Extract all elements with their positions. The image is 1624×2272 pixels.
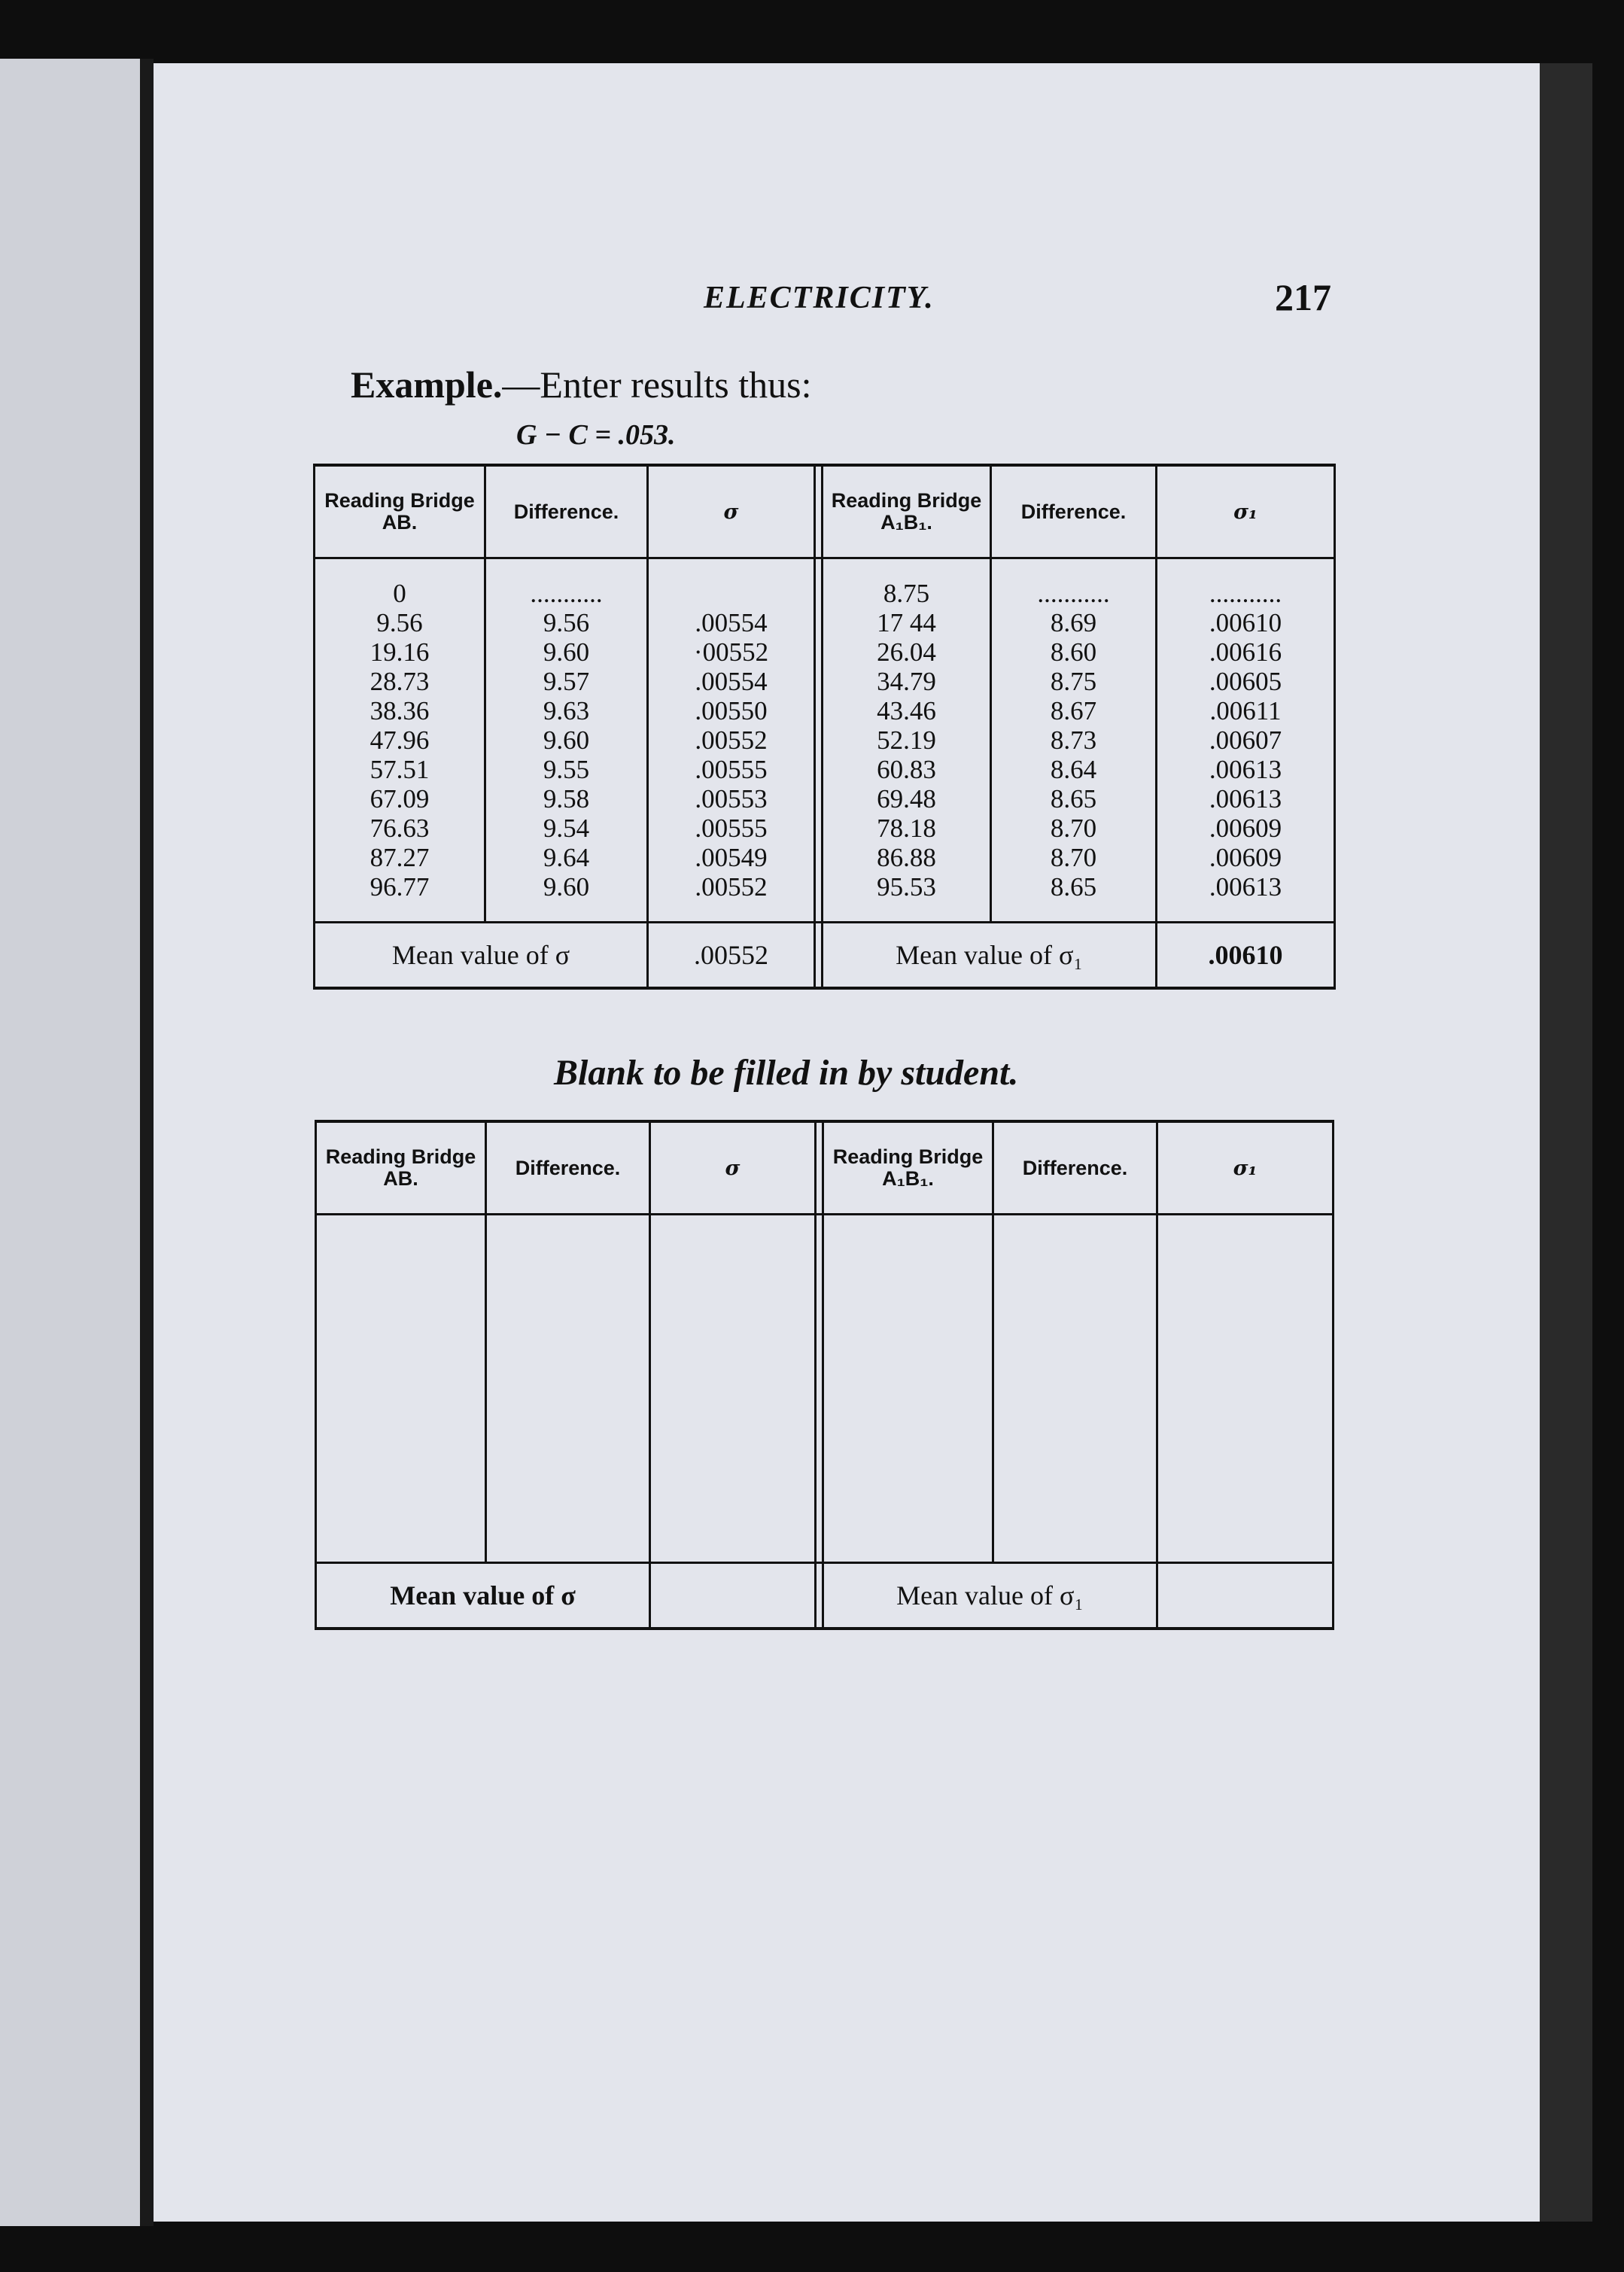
blank-cell-difference-2[interactable]	[993, 1215, 1157, 1563]
table-cell: 9.54	[543, 814, 590, 843]
table-cell: .00613	[1209, 872, 1282, 902]
blank-header-sigma1: σ₁	[1157, 1121, 1334, 1215]
header-reading-ab: Reading Bridge AB.	[315, 465, 485, 558]
table-cell: 9.60	[543, 872, 590, 902]
table-cell: 9.55	[543, 755, 590, 784]
table-cell: 9.56	[376, 608, 423, 637]
table-cell: 8.65	[1050, 784, 1097, 814]
blank-cell-sigma1[interactable]	[1157, 1215, 1334, 1563]
table-cell: .00549	[695, 843, 768, 872]
table-cell: 95.53	[877, 872, 936, 902]
table-cell: 52.19	[877, 725, 936, 755]
table-cell: .00605	[1209, 667, 1282, 696]
column-gap	[815, 558, 823, 923]
table-cell: .00555	[695, 814, 768, 843]
table-cell: .00616	[1209, 637, 1282, 667]
table-cell: .00552	[695, 872, 768, 902]
table-cell: 34.79	[877, 667, 936, 696]
table-cell: 8.75	[883, 579, 930, 608]
table-cell: 78.18	[877, 814, 936, 843]
table-cell: .00613	[1209, 784, 1282, 814]
col-sigma1	[1157, 558, 1335, 923]
book-spine	[140, 59, 154, 2226]
table-cell: .00553	[695, 784, 768, 814]
blank-mean-sigma1-value[interactable]	[1157, 1563, 1334, 1629]
table-cell: 60.83	[877, 755, 936, 784]
table-cell: ...........	[530, 579, 603, 608]
table-cell: 69.48	[877, 784, 936, 814]
column-gap	[815, 465, 823, 558]
table-cell: ...........	[1037, 579, 1110, 608]
table-cell: 9.57	[543, 667, 590, 696]
blank-cell-reading-a1b1[interactable]	[823, 1215, 993, 1563]
table-cell: 9.60	[543, 637, 590, 667]
table-cell: 8.70	[1050, 814, 1097, 843]
col-difference	[485, 558, 648, 923]
page-number: 217	[1275, 276, 1331, 318]
equation: G − C = .053.	[516, 419, 676, 451]
blank-header-reading-ab: Reading Bridge AB.	[316, 1121, 486, 1215]
blank-table-title: Blank to be filled in by student.	[554, 1053, 1019, 1093]
table-cell: 26.04	[877, 637, 936, 667]
table-cell: .00550	[695, 696, 768, 725]
blank-cell-sigma[interactable]	[650, 1215, 816, 1563]
mean-sigma1-label: Mean value of σ₁	[823, 923, 1157, 989]
column-gap	[816, 1563, 823, 1629]
mean-sigma-label: Mean value of σ	[315, 923, 648, 989]
table-cell: 86.88	[877, 843, 936, 872]
table-cell: 43.46	[877, 696, 936, 725]
blank-mean-sigma-label: Mean value of σ	[316, 1563, 650, 1629]
right-page-edge	[1540, 63, 1592, 2222]
header-sigma: σ	[648, 465, 815, 558]
table-cell: 87.27	[370, 843, 430, 872]
table-cell: 8.60	[1050, 637, 1097, 667]
header-sigma1: σ₁	[1157, 465, 1335, 558]
table-cell: .00554	[695, 667, 768, 696]
blank-header-sigma: σ	[650, 1121, 816, 1215]
left-page-edge	[0, 59, 140, 2226]
table-cell: 38.36	[370, 696, 430, 725]
table-cell: ·00552	[693, 637, 769, 667]
blank-mean-sigma1-label: Mean value of σ₁	[823, 1563, 1157, 1629]
table-cell: 9.60	[543, 725, 590, 755]
table-cell: 8.73	[1050, 725, 1097, 755]
table-cell: 0	[393, 579, 406, 608]
mean-sigma1-value: .00610	[1157, 923, 1335, 989]
table-cell: .00552	[695, 725, 768, 755]
table-cell: 8.75	[1050, 667, 1097, 696]
blank-table	[315, 1120, 1334, 1630]
table-cell: 57.51	[370, 755, 430, 784]
table-cell: .00609	[1209, 843, 1282, 872]
table-cell: .00609	[1209, 814, 1282, 843]
table-cell: 9.58	[543, 784, 590, 814]
table-cell: 8.70	[1050, 843, 1097, 872]
running-head: ELECTRICITY.	[704, 281, 935, 315]
column-gap	[816, 1215, 823, 1563]
col-difference-2	[991, 558, 1157, 923]
table-cell: 76.63	[370, 814, 430, 843]
mean-sigma-value: .00552	[648, 923, 815, 989]
table-cell: 8.69	[1050, 608, 1097, 637]
table-cell	[649, 579, 814, 608]
header-difference: Difference.	[485, 465, 648, 558]
table-cell: 47.96	[370, 725, 430, 755]
col-sigma	[648, 558, 815, 923]
table-cell: .00611	[1209, 696, 1282, 725]
col-reading-ab	[315, 558, 485, 923]
blank-header-difference: Difference.	[486, 1121, 650, 1215]
table-cell: .00610	[1209, 608, 1282, 637]
blank-mean-sigma-value[interactable]	[650, 1563, 816, 1629]
blank-cell-reading-ab[interactable]	[316, 1215, 486, 1563]
example-line	[351, 363, 811, 406]
blank-header-difference-2: Difference.	[993, 1121, 1157, 1215]
table-cell: 8.64	[1050, 755, 1097, 784]
table-cell: 9.63	[543, 696, 590, 725]
table-cell: ...........	[1209, 579, 1282, 608]
column-gap	[815, 923, 823, 989]
table-cell: 9.64	[543, 843, 590, 872]
table-cell: 67.09	[370, 784, 430, 814]
table-cell: 17 44	[877, 608, 936, 637]
blank-cell-difference[interactable]	[486, 1215, 650, 1563]
table-cell: .00613	[1209, 755, 1282, 784]
column-gap	[816, 1121, 823, 1215]
blank-header-reading-a1b1: Reading Bridge A₁B₁.	[823, 1121, 993, 1215]
table-cell: 8.67	[1050, 696, 1097, 725]
header-difference-2: Difference.	[991, 465, 1157, 558]
example-label: Example.	[351, 363, 503, 406]
table-cell: 19.16	[370, 637, 430, 667]
table-cell: .00607	[1209, 725, 1282, 755]
col-reading-a1b1	[823, 558, 991, 923]
header-reading-a1b1: Reading Bridge A₁B₁.	[823, 465, 991, 558]
table-cell: .00554	[695, 608, 768, 637]
example-text: —Enter results thus:	[502, 363, 812, 406]
table-cell: 8.65	[1050, 872, 1097, 902]
example-table	[313, 464, 1336, 990]
table-cell: 9.56	[543, 608, 590, 637]
table-cell: 28.73	[370, 667, 430, 696]
table-cell: 96.77	[370, 872, 430, 902]
table-cell: .00555	[695, 755, 768, 784]
